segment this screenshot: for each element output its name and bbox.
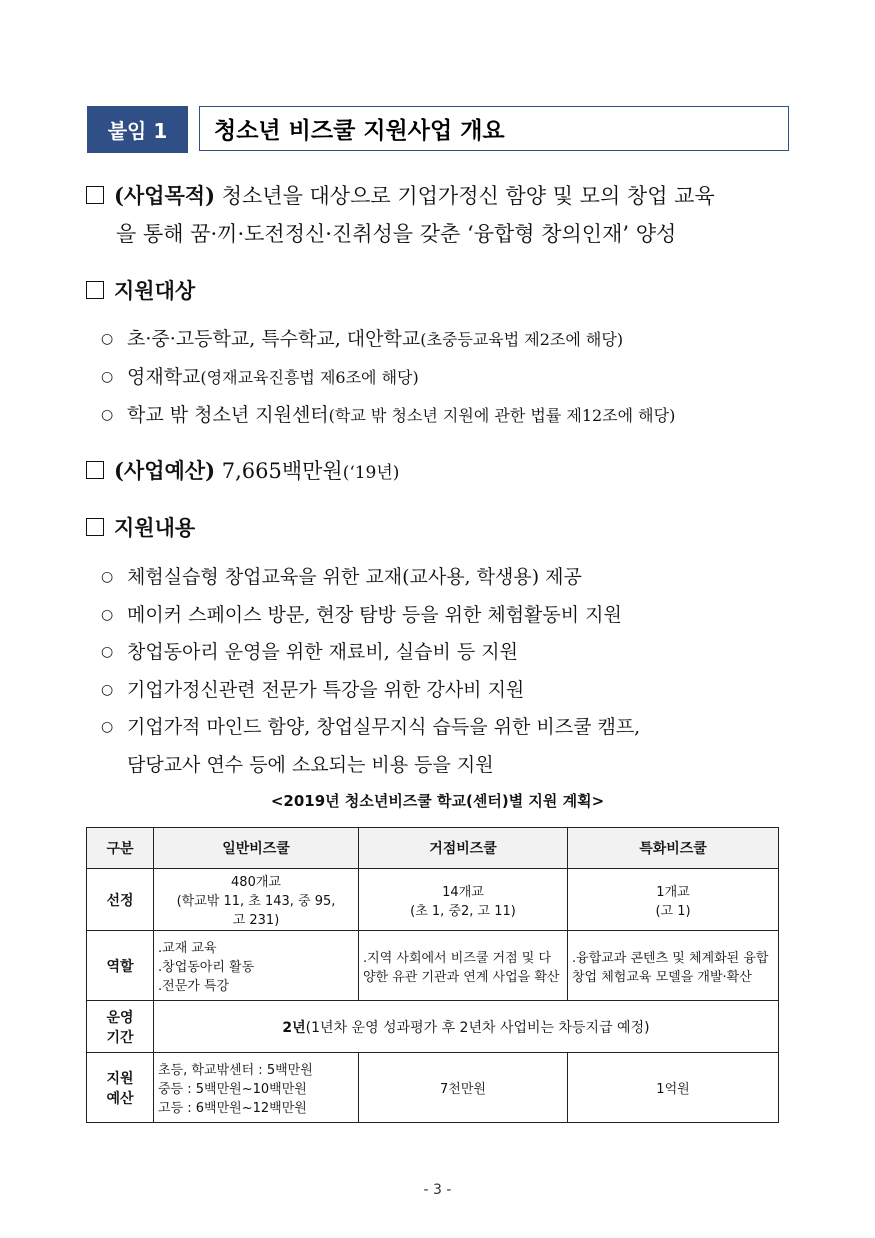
content-item: ○ 체험실습형 창업교육을 위한 교재(교사용, 학생용) 제공 xyxy=(101,558,791,596)
table-row: 운영 기간 2년(1년차 운영 성과평가 후 2년차 사업비는 차등지급 예정) xyxy=(87,1001,779,1053)
purpose-label: (사업목적) xyxy=(114,183,216,208)
content-item: ○ 창업동아리 운영을 위한 재료비, 실습비 등 지원 xyxy=(101,633,791,671)
circle-bullet-icon: ○ xyxy=(101,407,114,423)
content-item: ○ 기업가정신관련 전문가 특강을 위한 강사비 지원 xyxy=(101,671,791,709)
content-label: 지원내용 xyxy=(114,515,196,540)
circle-bullet-icon: ○ xyxy=(101,331,114,347)
attachment-badge: 붙임 1 xyxy=(87,106,188,153)
section-purpose xyxy=(86,177,791,253)
budget-label: (사업예산) xyxy=(114,458,216,483)
circle-bullet-icon: ○ xyxy=(101,369,114,385)
budget-value: 7,665백만원 xyxy=(215,459,343,483)
header xyxy=(87,106,791,153)
section-budget xyxy=(86,452,399,492)
circle-bullet-icon: ○ xyxy=(101,644,114,660)
table-row: 역할 .교재 교육 .창업동아리 활동 .전문가 특강 .지역 사회에서 비즈쿨 거점 및 다양한 유관 기관과 연계 사업을 확산 .융합교과 콘텐츠 및 체계화된 융합창업 체험교육 모델을 개발·확산 xyxy=(87,931,779,1001)
table-row: 선정 480개교 (학교밖 11, 초 143, 중 95, 고 231) 14개교 (초 1, 중2, 고 11) 1개교 (고 1) xyxy=(87,869,779,931)
checkbox-square-icon xyxy=(86,281,104,299)
circle-bullet-icon: ○ xyxy=(101,719,114,735)
target-label: 지원대상 xyxy=(114,278,196,303)
content-item: ○ 메이커 스페이스 방문, 현장 탐방 등을 위한 체험활동비 지원 xyxy=(101,596,791,634)
target-item: ○ 학교 밖 청소년 지원센터(학교 밖 청소년 지원에 관한 법률 제12조에 해당) xyxy=(101,396,791,435)
circle-bullet-icon: ○ xyxy=(101,607,114,623)
circle-bullet-icon: ○ xyxy=(101,569,114,585)
purpose-line1: 청소년을 대상으로 기업가정신 함양 및 모의 창업 교육 xyxy=(215,184,715,208)
target-item: ○ 초·중·고등학교, 특수학교, 대안학교(초중등교육법 제2조에 해당) xyxy=(101,320,791,359)
checkbox-square-icon xyxy=(86,186,104,204)
purpose-line2: 을 통해 꿈·끼·도전정신·진취성을 갖춘 ‘융합형 창의인재’ 양성 xyxy=(116,222,677,246)
page-title: 청소년 비즈쿨 지원사업 개요 xyxy=(199,106,789,151)
budget-note: (‘19년) xyxy=(342,463,400,483)
support-plan-table xyxy=(86,827,779,1123)
target-item: ○ 영재학교(영재교육진흥법 제6조에 해당) xyxy=(101,358,791,397)
circle-bullet-icon: ○ xyxy=(101,682,114,698)
table-header-row: 구분 일반비즈쿨 거점비즈쿨 특화비즈쿨 xyxy=(87,828,779,869)
checkbox-square-icon xyxy=(86,518,104,536)
table-row: 지원 예산 초등, 학교밖센터 : 5백만원 중등 : 5백만원~10백만원 고등 : 6백만원~12백만원 7천만원 1억원 xyxy=(87,1053,779,1123)
page-number: - 3 - xyxy=(423,1182,452,1198)
checkbox-square-icon xyxy=(86,461,104,479)
table-caption: <2019년 청소년비즈쿨 학교(센터)별 지원 계획> xyxy=(270,792,605,810)
content-item: ○ 기업가적 마인드 함양, 창업실무지식 습득을 위한 비즈쿨 캠프, 담당교사 연수 등에 소요되는 비용 등을 지원 xyxy=(101,708,791,784)
section-target xyxy=(86,272,195,310)
section-content xyxy=(86,509,195,547)
